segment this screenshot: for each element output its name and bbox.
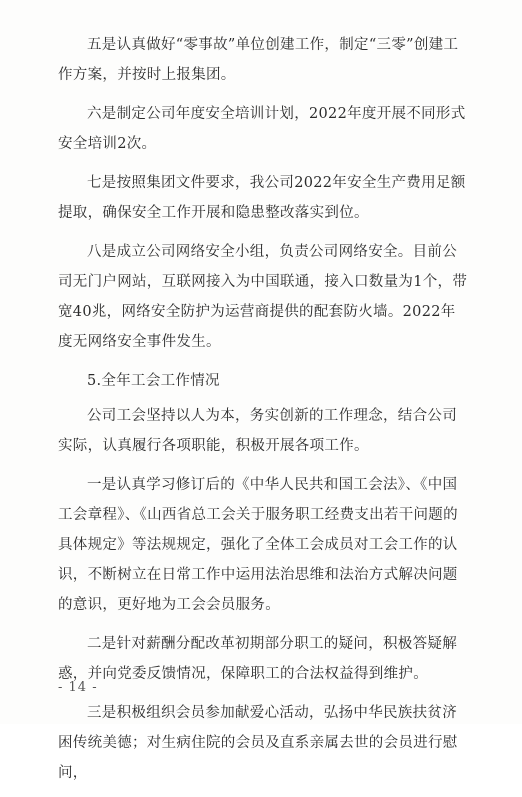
- paragraph-salary-reform: 二是针对薪酬分配改革初期部分职工的疑问，积极答疑解惑，并向党委反馈情况，保障职工的合法权益得到维护。: [58, 636, 457, 682]
- body-text: [58, 30, 468, 797]
- paragraph-charity-activities: 三是积极组织会员参加献爱心活动，弘扬中华民族扶贫济困传统美德；对生病住院的会员及直系亲属去世的会员进行慰问，: [58, 705, 458, 781]
- paragraph-union-overview: 公司工会坚持以人为本，务实创新的工作理念，结合公司实际，认真履行各项职能，积极开展各项工作。: [58, 408, 457, 454]
- paragraph-safety-funding: 七是按照集团文件要求，我公司2022年安全生产费用足额提取，确保安全工作开展和隐患整改落实到位。: [58, 175, 466, 221]
- paragraph-zero-accident: 五是认真做好“零事故”单位创建工作，制定“三零”创建工作方案，并按时上报集团。: [58, 37, 459, 83]
- paragraph-safety-training: 六是制定公司年度安全培训计划，2022年度开展不同形式安全培训2次。: [58, 106, 466, 152]
- section-heading-union-work: 5.全年工会工作情况: [87, 373, 220, 389]
- paragraph-union-law-study: 一是认真学习修订后的《中华人民共和国工会法》、《中国工会章程》、《山西省总工会关于服务职工经费支出若干问题的具体规定》等法规规定，强化了全体工会成员对工会工作的认识，不断树立在日常工作中运用法治思维和法治方式解决问题的意识，更好地为工会会员服务。: [58, 477, 458, 613]
- paragraph-network-security: 八是成立公司网络安全小组，负责公司网络安全。目前公司无门户网站，互联网接入为中国联通，接入口数量为1个，带宽40兆，网络安全防护为运营商提供的配套防火墙。2022年度无网络安全事件发生。: [58, 244, 468, 350]
- page-number: - 14 -: [58, 680, 98, 695]
